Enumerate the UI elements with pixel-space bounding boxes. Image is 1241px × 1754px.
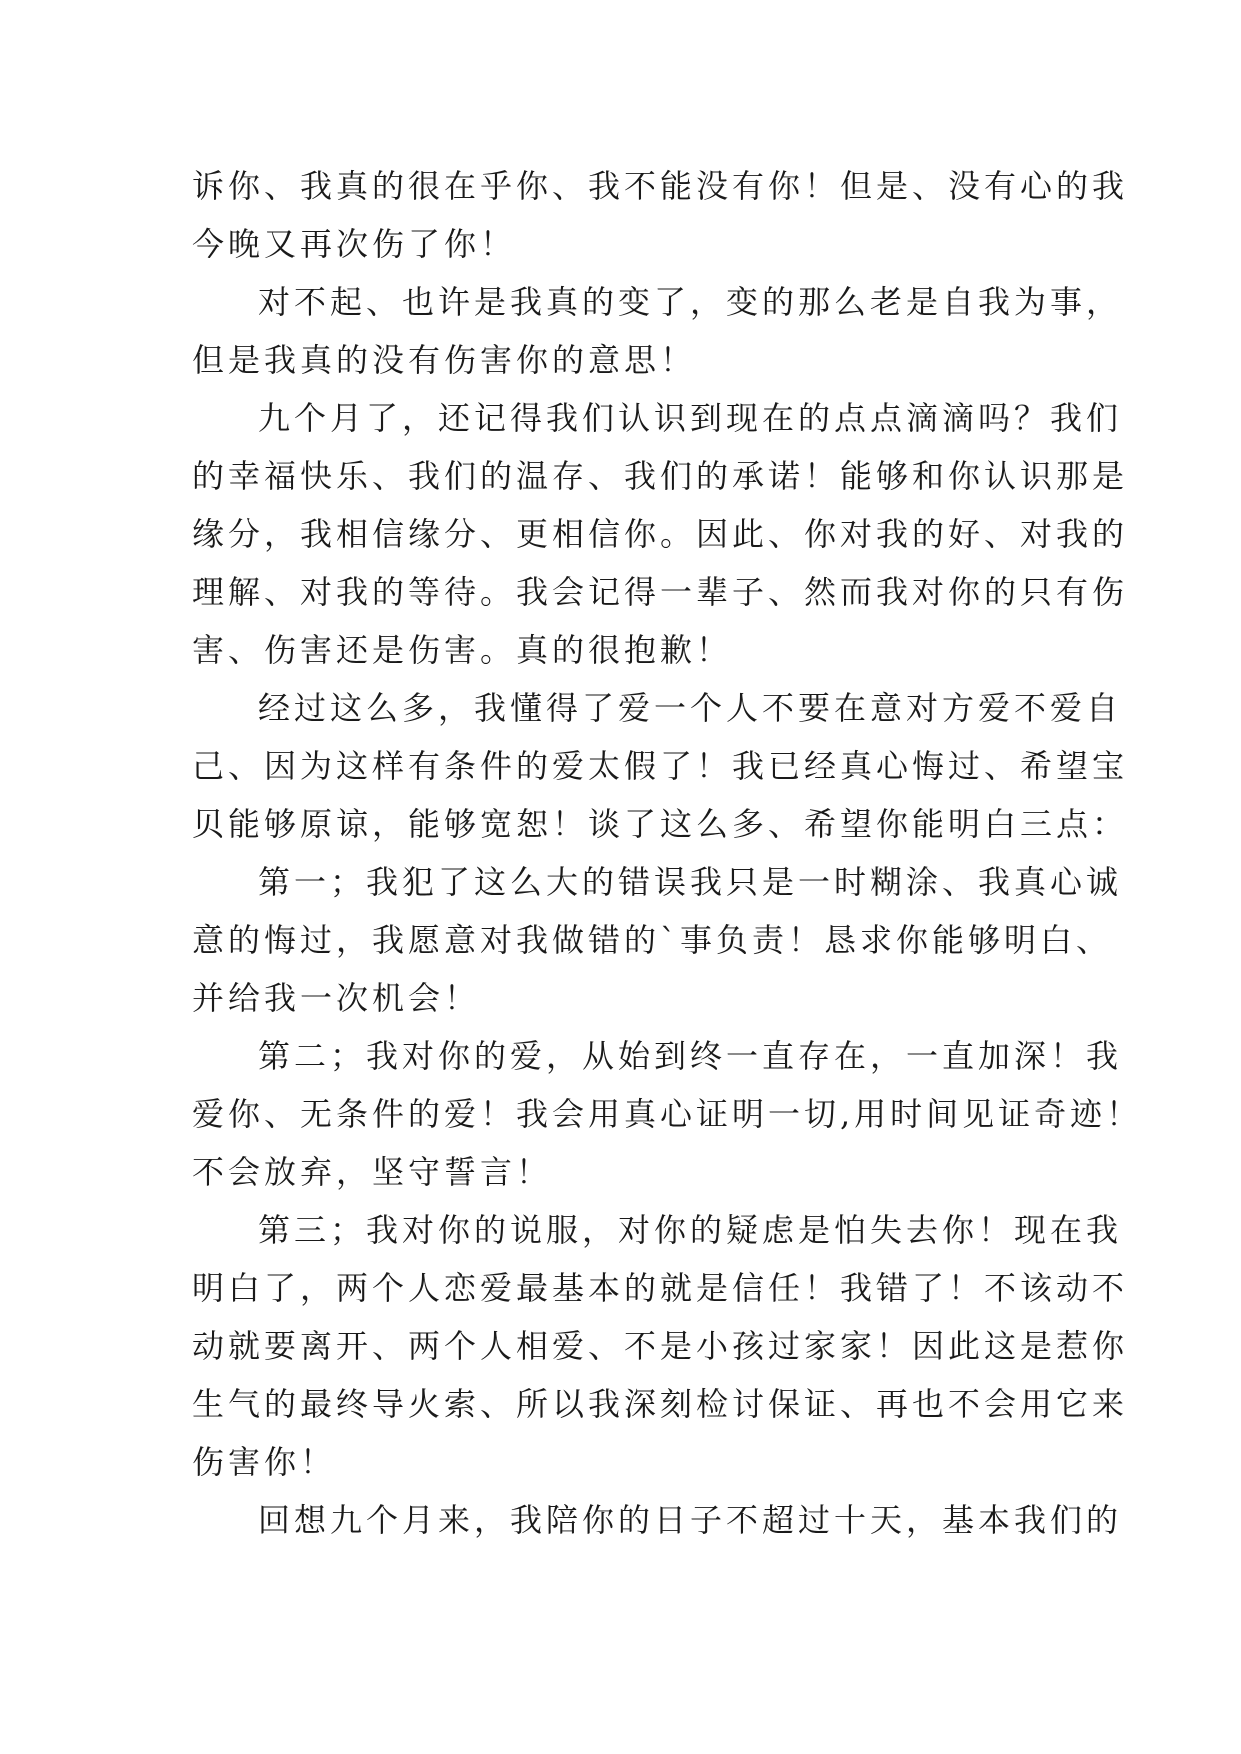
text-line: 害、伤害还是伤害。真的很抱歉！ (192, 631, 733, 669)
text-line: 对不起、也许是我真的变了，变的那么老是自我为事， (258, 283, 1123, 321)
text-line: 经过这么多，我懂得了爱一个人不要在意对方爱不爱自 (258, 689, 1123, 727)
text-line: 贝能够原谅，能够宽恕！谈了这么多、希望你能明白三点： (192, 805, 1129, 843)
text-line: 动就要离开、两个人相爱、不是小孩过家家！因此这是惹你 (192, 1327, 1129, 1365)
text-line: 爱你、无条件的爱！我会用真心证明一切,用时间见证奇迹！ (192, 1095, 1143, 1133)
text-line: 第一；我犯了这么大的错误我只是一时糊涂、我真心诚 (258, 863, 1123, 901)
text-line: 第二；我对你的爱，从始到终一直存在，一直加深！我 (258, 1037, 1123, 1075)
text-line: 意的悔过，我愿意对我做错的`事负责！恳求你能够明白、 (192, 921, 1113, 959)
text-line: 但是我真的没有伤害你的意思！ (192, 341, 697, 379)
text-line: 并给我一次机会！ (192, 979, 481, 1017)
text-line: 九个月了，还记得我们认识到现在的点点滴滴吗？我们 (258, 399, 1123, 437)
text-line: 理解、对我的等待。我会记得一辈子、然而我对你的只有伤 (192, 573, 1129, 611)
text-line: 今晚又再次伤了你！ (192, 225, 517, 263)
text-line: 伤害你！ (192, 1443, 337, 1481)
text-line: 生气的最终导火索、所以我深刻检讨保证、再也不会用它来 (192, 1385, 1129, 1423)
text-line: 的幸福快乐、我们的温存、我们的承诺！能够和你认识那是 (192, 457, 1129, 495)
text-line: 己、因为这样有条件的爱太假了！我已经真心悔过、希望宝 (192, 747, 1129, 785)
text-line: 诉你、我真的很在乎你、我不能没有你！但是、没有心的我 (192, 167, 1129, 205)
text-line: 不会放弃，坚守誓言！ (192, 1153, 553, 1191)
text-line: 明白了，两个人恋爱最基本的就是信任！我错了！不该动不 (192, 1269, 1129, 1307)
text-line: 第三；我对你的说服，对你的疑虑是怕失去你！现在我 (258, 1211, 1123, 1249)
body-text (192, 157, 1143, 1549)
text-line: 缘分，我相信缘分、更相信你。因此、你对我的好、对我的 (192, 515, 1129, 553)
text-line: 回想九个月来，我陪你的日子不超过十天，基本我们的 (258, 1501, 1123, 1539)
